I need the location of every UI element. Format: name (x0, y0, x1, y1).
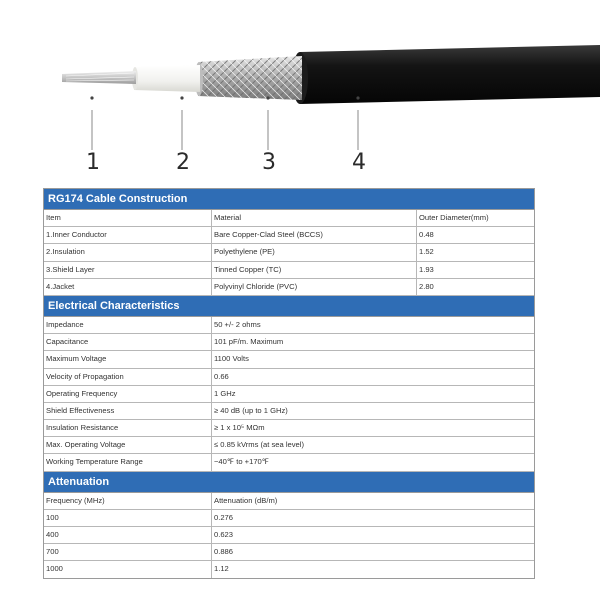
spec-table (43, 188, 535, 579)
table-row (44, 351, 534, 368)
table-row (44, 244, 534, 261)
header-cell: Attenuation (dB/m) (214, 495, 278, 505)
table-cell: Polyethylene (PE) (212, 244, 417, 260)
table-row (44, 420, 534, 437)
table-cell: Max. Operating Voltage (44, 437, 212, 453)
table-cell: Maximum Voltage (44, 351, 212, 367)
header-cell: Material (212, 210, 417, 226)
table-cell: Capacitance (44, 334, 212, 350)
table-cell: 101 pF/m. Maximum (214, 337, 284, 347)
table-row (44, 334, 534, 351)
table-cell: 0.276 (214, 512, 234, 522)
table-cell: Polyvinyl Chloride (PVC) (212, 279, 417, 295)
table-cell: 700 (44, 544, 212, 560)
insulation-segment (134, 65, 200, 92)
header-cell: Frequency (MHz) (44, 493, 212, 509)
table-cell: 4.Jacket (44, 279, 212, 295)
table-cell: ≥ 1 x 10⁵ MΩm (214, 423, 265, 433)
table-cell: 400 (44, 527, 212, 543)
table-cell: 1.52 (419, 247, 434, 257)
table-cell: Working Temperature Range (44, 454, 212, 470)
table-cell: Insulation Resistance (44, 420, 212, 436)
table-cell: 0.66 (214, 371, 229, 381)
table-row (44, 403, 534, 420)
construction-title: RG174 Cable Construction (44, 189, 534, 210)
table-cell: ≤ 0.85 kVrms (at sea level) (214, 440, 304, 450)
table-cell: 0.48 (419, 230, 434, 240)
callout-1: 1 (86, 150, 100, 175)
table-cell: 1.Inner Conductor (44, 227, 212, 243)
table-cell: Velocity of Propagation (44, 369, 212, 385)
table-row (44, 454, 534, 471)
table-row (44, 317, 534, 334)
table-cell: 2.Insulation (44, 244, 212, 260)
callout-3: 3 (262, 150, 276, 175)
table-row (44, 544, 534, 561)
table-row (44, 386, 534, 403)
table-cell: 50 +/- 2 ohms (214, 319, 261, 329)
callout-2: 2 (176, 150, 190, 175)
table-row (44, 437, 534, 454)
table-cell: 1.93 (419, 264, 434, 274)
table-row (44, 369, 534, 386)
callout-4: 4 (352, 150, 366, 175)
table-cell: 3.Shield Layer (44, 262, 212, 278)
construction-header-row (44, 210, 534, 227)
header-cell: Item (44, 210, 212, 226)
table-cell: Impedance (44, 317, 212, 333)
table-cell: 1.12 (214, 564, 229, 574)
jacket-segment (300, 45, 600, 104)
attenuation-title: Attenuation (44, 472, 534, 493)
table-row (44, 262, 534, 279)
electrical-title: Electrical Characteristics (44, 296, 534, 317)
header-cell: Outer Diameter(mm) (419, 213, 489, 222)
table-cell: 2.80 (419, 281, 434, 291)
table-cell: 100 (44, 510, 212, 526)
table-cell: Tinned Copper (TC) (212, 262, 417, 278)
table-cell: −40℉ to +170℉ (214, 457, 269, 467)
table-row (44, 510, 534, 527)
attenuation-header-row (44, 493, 534, 510)
table-row (44, 561, 534, 577)
table-cell: Operating Frequency (44, 386, 212, 402)
table-cell: 1 GHz (214, 388, 236, 398)
table-row (44, 279, 534, 296)
table-cell: 0.623 (214, 530, 234, 539)
table-row (44, 527, 534, 544)
table-row (44, 227, 534, 244)
table-cell: Shield Effectiveness (44, 403, 212, 419)
table-cell: Bare Copper-Clad Steel (BCCS) (212, 227, 417, 243)
table-cell: 0.886 (214, 547, 234, 557)
table-cell: 1100 Volts (214, 354, 249, 364)
table-cell: 1000 (44, 561, 212, 577)
table-cell: ≥ 40 dB (up to 1 GHz) (214, 405, 288, 415)
